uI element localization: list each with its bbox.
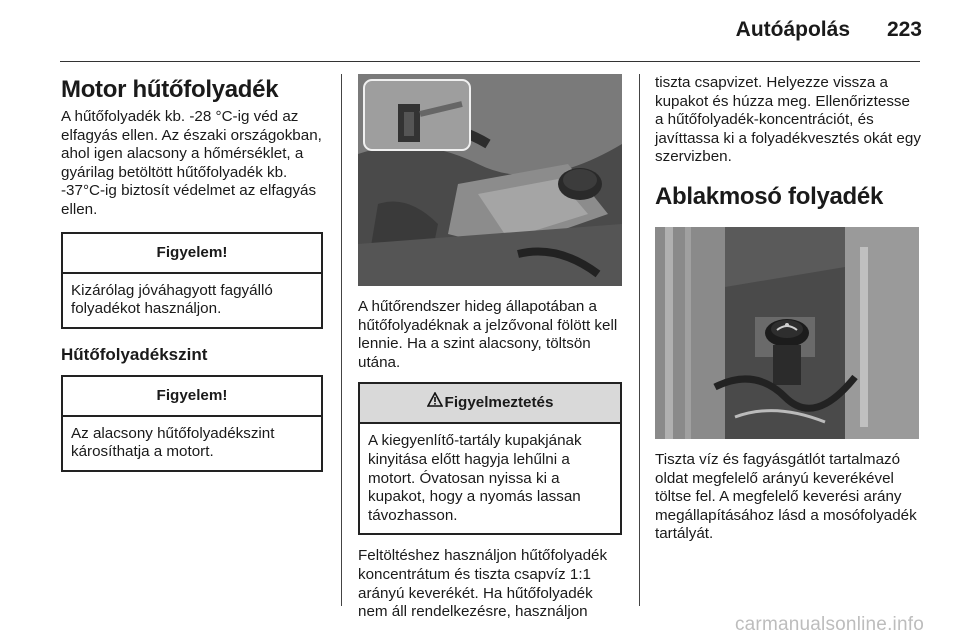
washer-paragraph: Tiszta víz és fagyásgátlót tartalmazó oldat megfelelő arányú keverékével töltse fel. A megfelelő keverési arány megállapításához lásd a mosófolyadék tartályát. bbox=[655, 450, 917, 543]
column-divider bbox=[639, 74, 640, 606]
notice-text: Kizárólag jóváhagyott fagyálló folyadékot használjon. bbox=[71, 281, 273, 318]
notice-text: Az alacsony hűtőfolyadékszint károsíthatja a motort. bbox=[71, 424, 275, 461]
warning-title: Figyelmeztetés bbox=[444, 394, 554, 412]
coolant-intro: A hűtőfolyadék kb. -28 °C-ig véd az elfagyás ellen. Az északi országokban, ahol igen alacsony a hőmérséklet, a gyárilag betöltött hűtőfolyadék kb. -37°C-ig biztosít védelmet az elfagyás ellen. bbox=[61, 108, 322, 218]
notice-title: Figyelem! bbox=[63, 234, 321, 274]
coolant-reservoir-photo bbox=[358, 74, 622, 286]
column-divider bbox=[341, 74, 342, 606]
washer-fluid-heading: Ablakmosó folyadék bbox=[655, 182, 884, 210]
page-header bbox=[0, 0, 960, 62]
notice-box bbox=[61, 375, 323, 472]
column-3 bbox=[655, 74, 921, 544]
warning-box bbox=[358, 382, 622, 535]
header-rule bbox=[60, 61, 920, 62]
warning-triangle-icon bbox=[427, 384, 443, 422]
coolant-level-heading: Hűtőfolyadékszint bbox=[61, 344, 208, 364]
fill-paragraph: Feltöltéshez használjon hűtőfolyadék koncentrátum és tiszta csapvíz 1:1 arányú keverékét. Ha hűtőfolyadék nem áll rendelkezésre, használjon bbox=[358, 547, 608, 621]
notice-title: Figyelem! bbox=[63, 377, 321, 417]
watermark: carmanualsonline.info bbox=[734, 614, 924, 635]
column-1 bbox=[61, 74, 323, 472]
warning-header bbox=[360, 384, 620, 424]
notice-box bbox=[61, 232, 323, 329]
column-2 bbox=[358, 74, 622, 622]
continuation-paragraph: tiszta csapvizet. Helyezze vissza a kupakot és húzza meg. Ellenőriztesse a hűtőfolyadék-koncentrációt, és javíttassa ki a folyadékvesztés okát egy szervizben. bbox=[655, 74, 921, 166]
coolant-heading: Motor hűtőfolyadék bbox=[61, 76, 279, 103]
washer-reservoir-photo bbox=[655, 227, 919, 439]
level-paragraph: A hűtőrendszer hideg állapotában a hűtőfolyadéknak a jelzővonal fölött kell lennie. Ha a szint alacsony, töltsön utána. bbox=[358, 298, 618, 371]
section-title: Autóápolás bbox=[735, 18, 850, 41]
page-number: 223 bbox=[886, 18, 922, 41]
warning-text: A kiegyenlítő-tartály kupakjának kinyitása előtt hagyja lehűlni a motort. Óvatosan nyissa ki a kupakot, hogy a nyomás lassan távozhasson. bbox=[368, 432, 582, 524]
